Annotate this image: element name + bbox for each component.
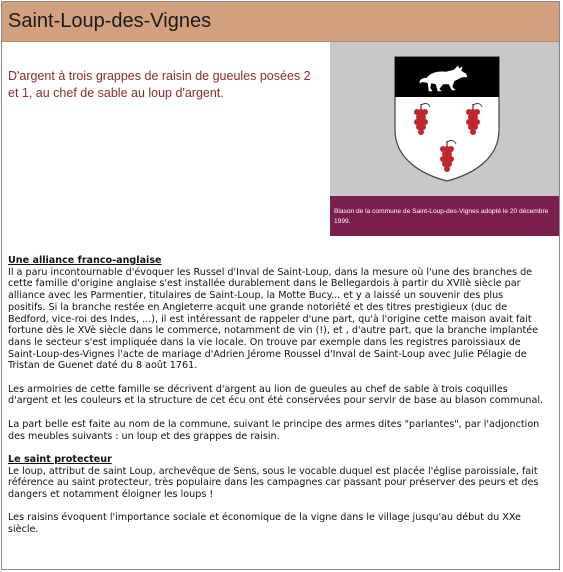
- section-heading: Une alliance franco-anglaise: [8, 255, 162, 266]
- paragraph-line: positifs. Si la branche restée en Angleterre acquit une grande notoriété et des titres prestigieux (duc de: [8, 301, 508, 313]
- paragraph-line: des meubles suivants : un loup et des grappes de raisin.: [8, 430, 280, 442]
- paragraph-line: Les armoiries de cette famille se décrivent d'argent au lion de gueules au chef de sable à trois coquilles: [8, 383, 508, 395]
- paragraph-line: Les raisins évoquent l'importance sociale et économique de la vigne dans le village jusqu'au début du XXe: [8, 512, 521, 524]
- paragraph-spacer: [8, 501, 556, 513]
- paragraph-line: Saint-Loup-des-Vignes l'acte de mariage d'Adrien Jérome Roussel d'Inval de Saint-Loup avec Julie Pélagie de: [8, 348, 527, 360]
- coat-of-arms-icon: [394, 56, 500, 182]
- page-header: [2, 2, 559, 42]
- paragraph-line: Bedford, vice-roi des Indes, ...), il est intéressant de rappeler d'une part, qu'à l'origine cette maison avait fait: [8, 313, 532, 325]
- paragraph-line: alliance avec les Parmentier, titulaires de Saint-Loup, la Motte Bucy... et y a laissé un souvenir des plus: [8, 290, 504, 302]
- section-heading: Le saint protecteur: [8, 453, 112, 465]
- paragraph-line: dans le secteur s'est impliquée dans la vie locale. On trouve par exemple dans les registres paroissiaux de: [8, 336, 521, 348]
- paragraph-spacer: [8, 372, 556, 384]
- page-title: Saint-Loup-des-Vignes: [8, 10, 212, 32]
- paragraph-spacer: [8, 442, 556, 454]
- blazon-description: D'argent à trois grappes de raisin de gueules posées 2 et 1, au chef de sable au loup d'argent.: [8, 69, 311, 100]
- paragraph-line: Il a paru incontournable d'évoquer les Russel d'Inval de Saint-Loup, dans la mesure où l'une des branches de: [8, 266, 533, 278]
- paragraph-line: fortune dès le XVè siècle dans le commerce, notamment de vin (!), et , d'autre part, que la branche implantée: [8, 325, 539, 337]
- article-body: [8, 255, 556, 536]
- paragraph-line: d'argent et les couleurs et la structure de cet écu ont été conservées pour servir de base au blason communal.: [8, 395, 544, 407]
- paragraph-line: Le loup, attribut de saint Loup, archevêque de Sens, sous le vocable duquel est placée l'église paroissiale, fait: [8, 465, 538, 477]
- page-frame: [1, 1, 560, 570]
- paragraph-line: cette famille d'origine anglaise s'est installée durablement dans le Bellegardois à partir du XVIIè siècle par: [8, 278, 521, 290]
- paragraph-line: siècle.: [8, 524, 39, 536]
- paragraph-line: dangers et notamment éloigner les loups !: [8, 489, 214, 501]
- paragraph-spacer: [8, 407, 556, 419]
- paragraph-line: La part belle est faite au nom de la commune, suivant le principe des armes dites "parlantes", par l'adjonction: [8, 418, 540, 430]
- paragraph-line: Tristan de Guenet daté du 8 août 1761.: [8, 360, 198, 372]
- coat-of-arms-caption: Blason de la commune de Saint-Loup-des-Vignes adopté le 20 décembre 1999.: [330, 196, 559, 236]
- paragraph-line: référence au saint protecteur, très populaire dans les campagnes car passant pour préserver des peurs et des: [8, 477, 539, 489]
